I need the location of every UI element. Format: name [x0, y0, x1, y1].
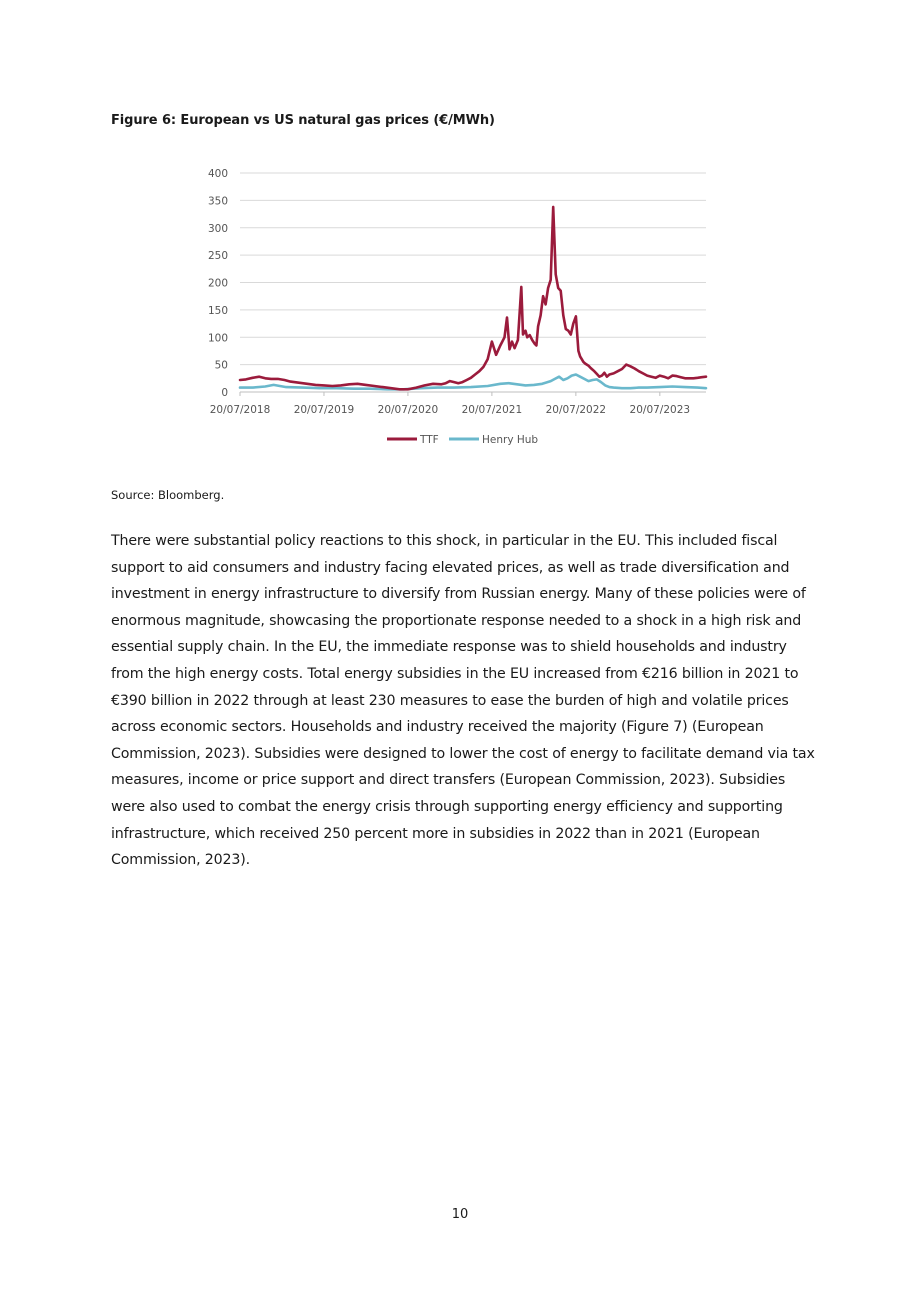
- x-tick-label: 20/07/2019: [293, 404, 355, 416]
- x-tick-label: 20/07/2021: [461, 404, 523, 416]
- y-tick-label: 0: [221, 387, 228, 399]
- chart-grid: [240, 173, 706, 392]
- page-number: 10: [451, 1207, 469, 1222]
- chart-series: [240, 207, 706, 389]
- body-paragraph: There were substantial policy reactions to this shock, in particular in the EU. This included fiscal support to aid consumers and industry facing elevated prices, as well as trade diversification and investment in energy infrastructure to diversify from Russian energy. Many of these policies were of enormous magnitude, showcasing the proportionate response needed to a shock in a high risk and essential supply chain. In the EU, the immediate response was to shield households and industry from the high energy costs. Total energy subsidies in the EU increased from €216 billion in 2021 to €390 billion in 2022 through at least 230 measures to ease the burden of high and volatile prices across economic sectors. Households and industry received the majority (Figure 7) (European Commission, 2023). Subsidies were designed to lower the cost of energy to facilitate demand via tax measures, income or price support and direct transfers (European Commission, 2023). Subsidies were also used to combat the energy crisis through supporting energy efficiency and supporting infrastructure, which received 250 percent more in subsidies in 2022 than in 2021 (European Commission, 2023).: [111, 533, 815, 869]
- legend-label-ttf: TTF: [420, 434, 439, 446]
- x-tick-label: 20/07/2018: [209, 404, 271, 416]
- y-axis-ticks: [208, 168, 228, 399]
- y-tick-label: 200: [207, 277, 228, 290]
- series-line-ttf: [240, 207, 706, 389]
- x-axis-ticks: [210, 392, 690, 416]
- y-tick-label: 50: [214, 359, 228, 372]
- x-tick-label: 20/07/2023: [629, 404, 691, 416]
- y-tick-label: 250: [207, 250, 228, 263]
- y-tick-label: 100: [207, 332, 228, 345]
- x-tick-label: 20/07/2022: [545, 404, 607, 416]
- y-tick-label: 150: [207, 304, 228, 317]
- gas-price-chart: [0, 0, 920, 470]
- body-text: [111, 528, 823, 874]
- figure-source: Source: Bloomberg.: [111, 488, 225, 502]
- y-tick-label: 350: [207, 195, 228, 208]
- y-tick-label: 300: [207, 222, 228, 235]
- y-tick-label: 400: [207, 168, 228, 180]
- chart-legend: [387, 434, 538, 446]
- legend-label-henry-hub: Henry Hub: [482, 434, 539, 446]
- x-tick-label: 20/07/2020: [377, 404, 439, 416]
- figure-title: Figure 6: European vs US natural gas prices (€/MWh): [111, 113, 495, 128]
